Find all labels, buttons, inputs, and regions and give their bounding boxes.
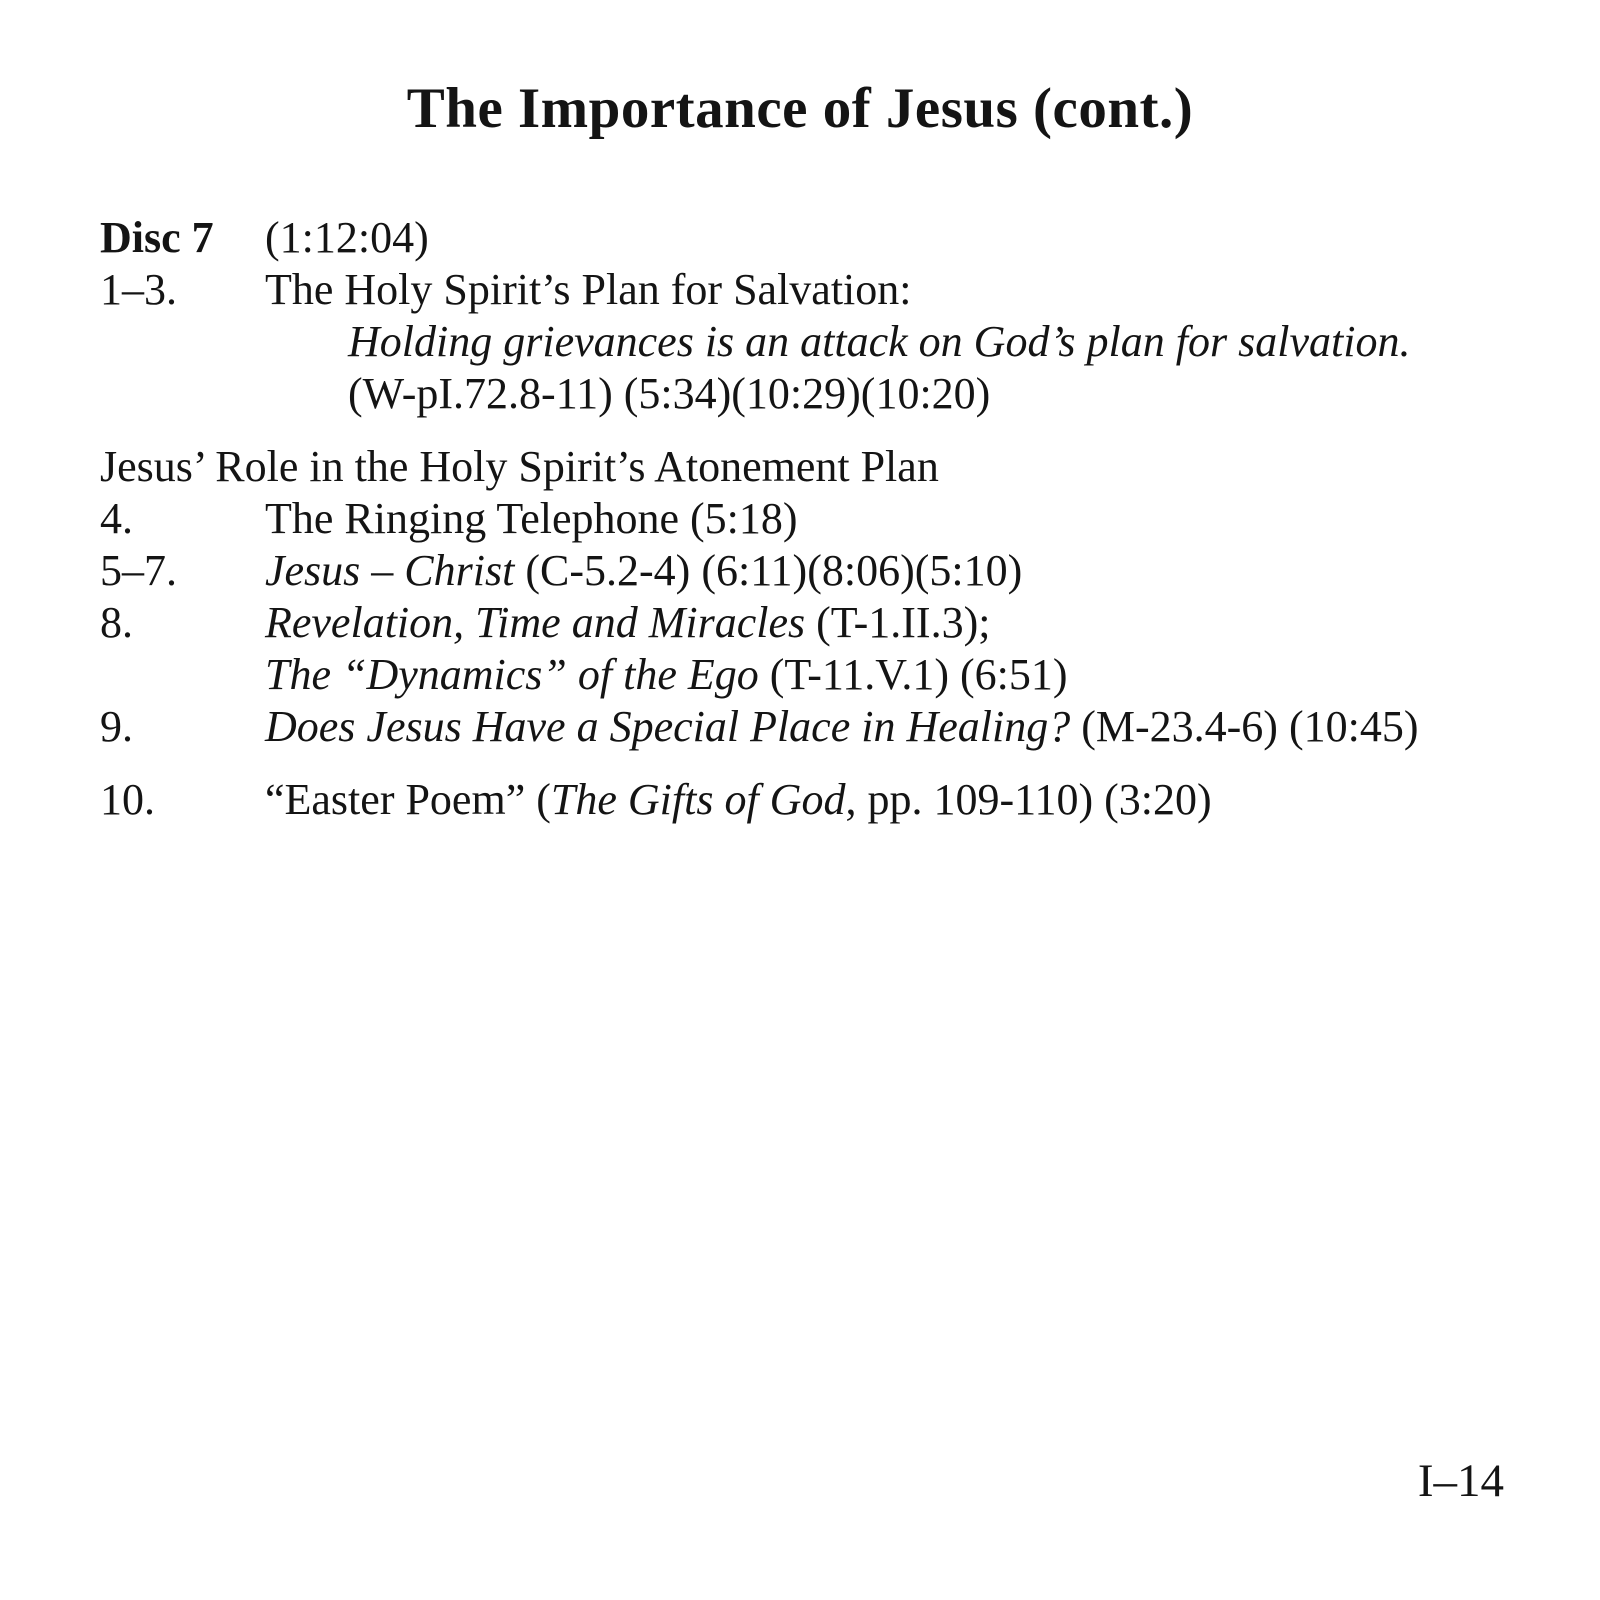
track-row-5-7 [100, 545, 1540, 597]
track-reference: , pp. 109-110) (3:20) [845, 775, 1212, 824]
section-gap [100, 753, 1540, 774]
track-title [265, 701, 1540, 753]
track-row-10 [100, 774, 1540, 826]
track-row-9 [100, 701, 1540, 753]
track-reference: (T-11.V.1) (6:51) [758, 650, 1068, 699]
book-title-italic: The Gifts of God [550, 775, 846, 824]
track-number: 9. [100, 702, 133, 751]
track-title-text: “Easter Poem” ( [265, 775, 551, 824]
track-reference: (C-5.2-4) (6:11)(8:06)(5:10) [514, 546, 1023, 595]
track-title: The Holy Spirit’s Plan for Salvation: [265, 265, 912, 314]
track-title [265, 774, 1540, 826]
disc-header-row [100, 212, 1540, 264]
disc-label: Disc 7 [100, 213, 214, 262]
track-reference: (M-23.4-6) (10:45) [1070, 702, 1419, 751]
track-title-italic: Jesus – Christ [265, 546, 515, 595]
track-row-1-3 [100, 264, 1540, 316]
track-listing [100, 212, 1540, 826]
track-title-italic: Does Jesus Have a Special Place in Healing? [265, 702, 1071, 751]
track-1-3-reference: (W-pI.72.8-11) (5:34)(10:29)(10:20) [348, 369, 991, 418]
track-title: The Ringing Telephone (5:18) [265, 494, 798, 543]
track-row-8 [100, 597, 1540, 649]
section-gap [100, 420, 1540, 441]
track-number: 8. [100, 598, 133, 647]
track-number: 4. [100, 494, 133, 543]
track-reference: (T-1.II.3); [805, 598, 991, 647]
track-number: 10. [100, 775, 155, 824]
section-heading: Jesus’ Role in the Holy Spirit’s Atonement Plan [100, 442, 939, 491]
track-row-4 [100, 493, 1540, 545]
track-number: 5–7. [100, 546, 177, 595]
track-title [265, 597, 1540, 649]
page-number: I–14 [1417, 1455, 1504, 1507]
track-title [265, 545, 1540, 597]
disc-duration: (1:12:04) [265, 213, 429, 262]
track-title-italic: The “Dynamics” of the Ego [265, 650, 759, 699]
page-title: The Importance of Jesus (cont.) [406, 77, 1194, 140]
track-title-italic: Revelation, Time and Miracles [265, 598, 806, 647]
track-number: 1–3. [100, 265, 177, 314]
track-1-3-subtitle: Holding grievances is an attack on God’s plan for salvation. [348, 317, 1411, 366]
track-8-second-title [100, 649, 1540, 701]
